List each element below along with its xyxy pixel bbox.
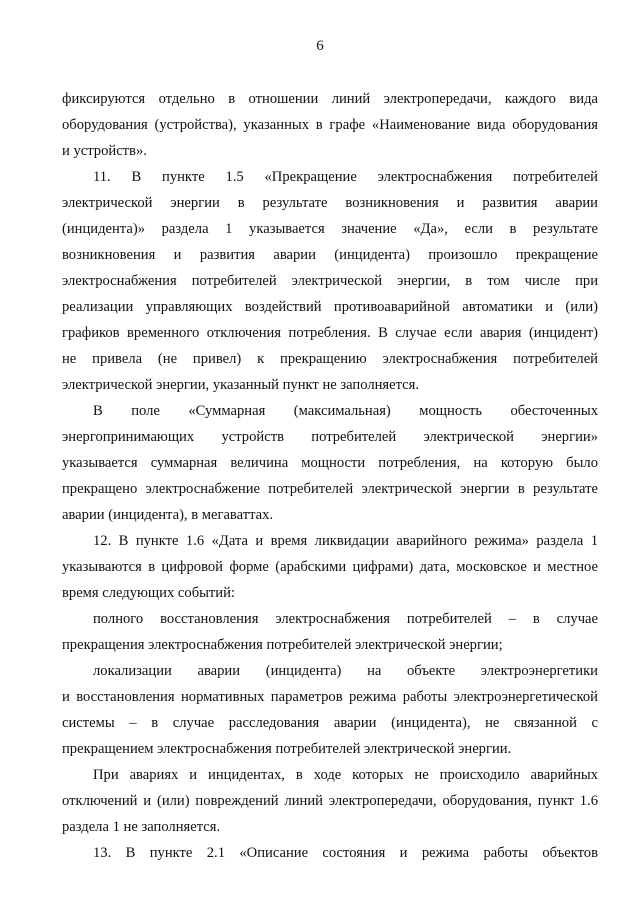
text-line: полного восстановления электроснабжения потребителей – в случае bbox=[93, 611, 598, 627]
text-line: и устройств». bbox=[62, 143, 147, 159]
text-line: прекращения электроснабжения потребителей электрической энергии; bbox=[62, 637, 503, 653]
text-line: электроснабжения потребителей электрической энергии, в том числе при bbox=[62, 273, 598, 289]
text-line: (инцидента)» раздела 1 указывается значение «Да», если в результате bbox=[62, 221, 598, 237]
text-line: не привела (не привел) к прекращению электроснабжения потребителей bbox=[62, 351, 598, 367]
text-line: 13. В пункте 2.1 «Описание состояния и режима работы объектов bbox=[93, 845, 598, 861]
text-line: указывается суммарная величина мощности потребления, на которую было bbox=[62, 455, 598, 471]
text-line: В поле «Суммарная (максимальная) мощность обесточенных bbox=[93, 403, 598, 419]
text-line: электрической энергии в результате возникновения и развития аварии bbox=[62, 195, 598, 211]
text-line: раздела 1 не заполняется. bbox=[62, 819, 221, 835]
text-line: локализации аварии (инцидента) на объекте электроэнергетики bbox=[93, 663, 598, 679]
text-line: возникновения и развития аварии (инцидента) произошло прекращение bbox=[62, 247, 598, 263]
text-line: реализации управляющих воздействий противоаварийной автоматики и (или) bbox=[62, 299, 598, 315]
text-line: фиксируются отдельно в отношении линий электропередачи, каждого вида bbox=[62, 91, 598, 107]
text-line: аварии (инцидента), в мегаваттах. bbox=[62, 507, 274, 523]
page-number: 6 bbox=[316, 38, 324, 54]
text-line: При авариях и инцидентах, в ходе которых не происходило аварийных bbox=[93, 767, 598, 783]
text-line: оборудования (устройства), указанных в графе «Наименование вида оборудования bbox=[62, 117, 598, 133]
text-line: и восстановления нормативных параметров режима работы электроэнергетической bbox=[62, 689, 598, 705]
text-line: 12. В пункте 1.6 «Дата и время ликвидации аварийного режима» раздела 1 bbox=[93, 533, 598, 549]
text-line: энергопринимающих устройств потребителей электрической энергии» bbox=[62, 429, 598, 445]
text-line: графиков временного отключения потребления. В случае если авария (инцидент) bbox=[62, 325, 598, 341]
text-line: системы – в случае расследования аварии (инцидента), не связанной с bbox=[62, 715, 598, 731]
text-line: прекращено электроснабжение потребителей электрической энергии в результате bbox=[62, 481, 598, 497]
text-line: указываются в цифровой форме (арабскими цифрами) дата, московское и местное bbox=[62, 559, 598, 575]
text-line: отключений и (или) повреждений линий электропередачи, оборудования, пункт 1.6 bbox=[62, 793, 598, 809]
text-line: прекращением электроснабжения потребителей электрической энергии. bbox=[62, 741, 512, 757]
text-line: время следующих событий: bbox=[62, 585, 235, 601]
text-line: 11. В пункте 1.5 «Прекращение электроснабжения потребителей bbox=[93, 169, 598, 185]
text-line: электрической энергии, указанный пункт не заполняется. bbox=[62, 377, 420, 393]
